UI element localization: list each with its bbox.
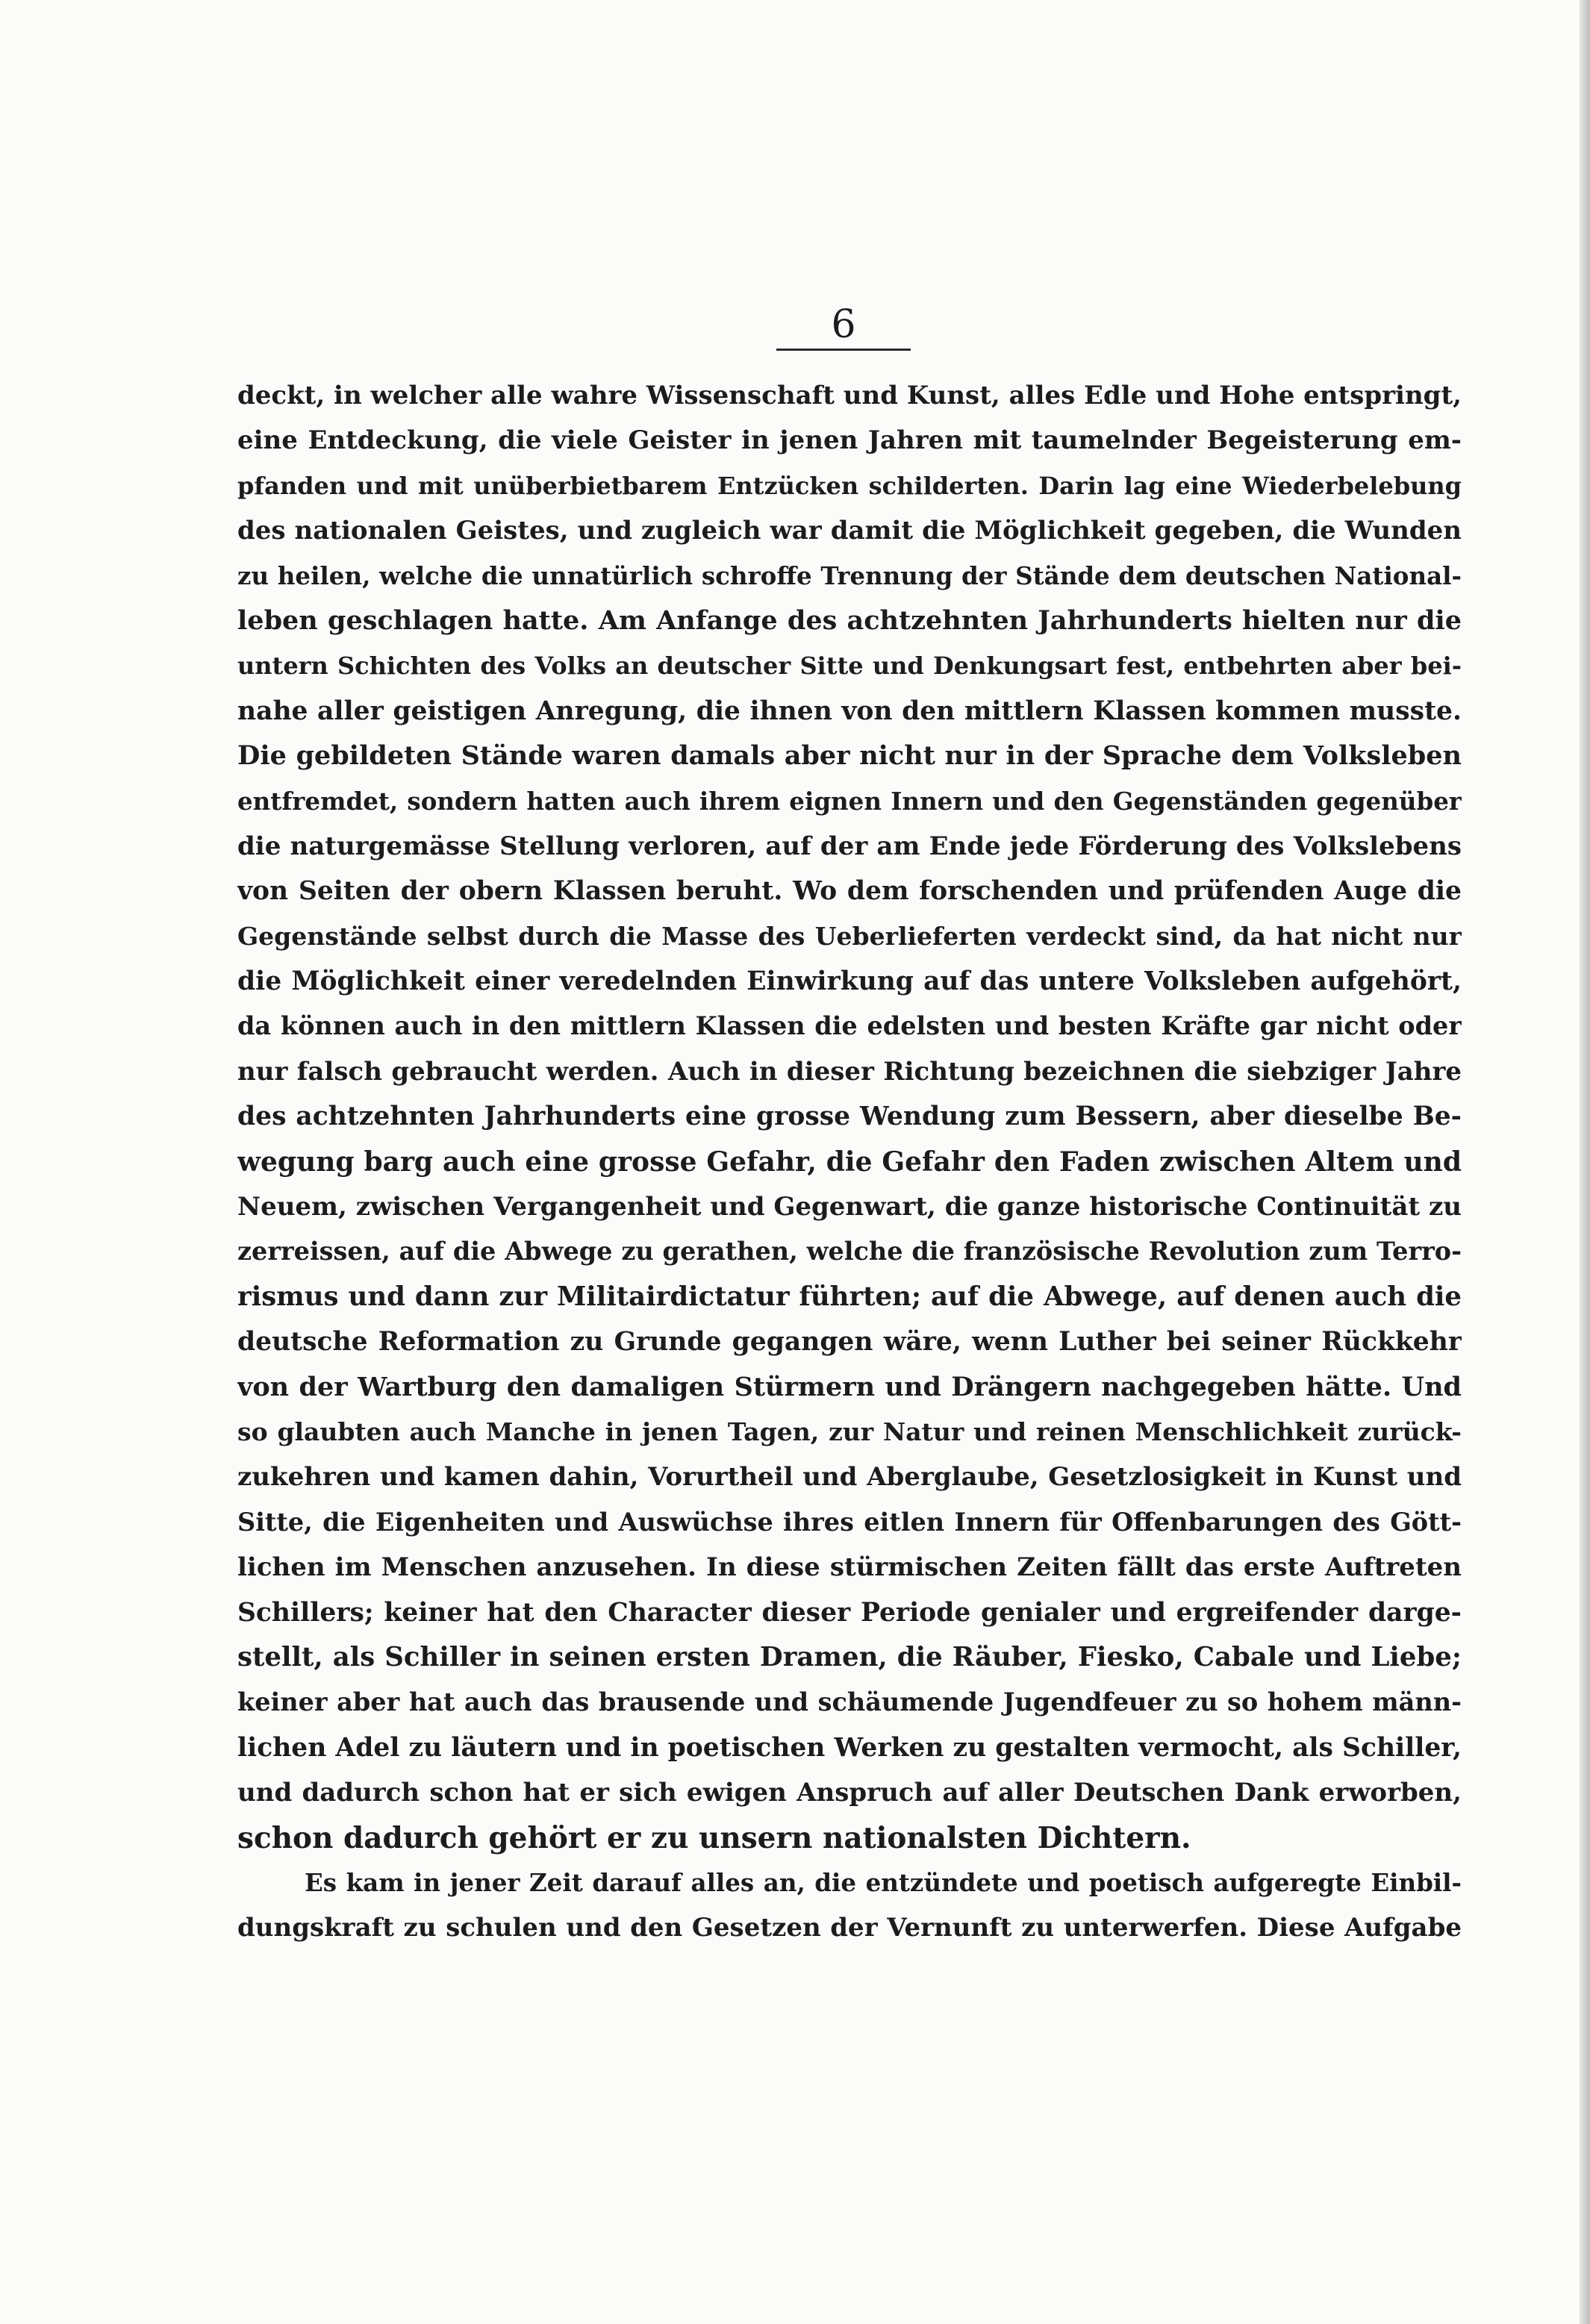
text-line: lichen Adel zu läutern und in poetischen Werken zu gestalten vermocht, als Schiller,: [237, 1732, 1462, 1763]
text-line: nur falsch gebraucht werden. Auch in dieser Richtung bezeichnen die siebziger Jahre: [237, 1056, 1462, 1087]
text-line: so glaubten auch Manche in jenen Tagen, zur Natur und reinen Menschlichkeit zurück-: [237, 1416, 1462, 1446]
text-line: leben geschlagen hatte. Am Anfange des achtzehnten Jahrhunderts hielten nur die: [237, 605, 1462, 636]
text-line: da können auch in den mittlern Klassen die edelsten und besten Kräfte gar nicht oder: [237, 1011, 1462, 1041]
text-line: Die gebildeten Stände waren damals aber nicht nur in der Sprache dem Volksleben: [237, 740, 1462, 772]
text-line: keiner aber hat auch das brausende und schäumende Jugendfeuer zu so hohem männ-: [237, 1687, 1462, 1717]
text-line: des achtzehnten Jahrhunderts eine grosse Wendung zum Bessern, aber dieselbe Be-: [237, 1102, 1462, 1132]
text-line: nahe aller geistigen Anregung, die ihnen von den mittlern Klassen kommen musste.: [237, 696, 1462, 726]
text-line: lichen im Menschen anzusehen. In diese stürmischen Zeiten fällt das erste Auftreten: [237, 1552, 1462, 1583]
text-line: zukehren und kamen dahin, Vorurtheil und Aberglaube, Gesetzlosigkeit in Kunst und: [237, 1462, 1462, 1493]
text-line: deckt, in welcher alle wahre Wissenschaft und Kunst, alles Edle und Hohe entspringt,: [237, 381, 1462, 410]
text-line: pfanden und mit unüberbietbarem Entzücken schilderten. Darin lag eine Wiederbelebung: [237, 471, 1462, 500]
text-line: eine Entdeckung, die viele Geister in jenen Jahren mit taumelnder Begeisterung em-: [237, 425, 1462, 456]
text-line: und dadurch schon hat er sich ewigen Anspruch auf aller Deutschen Dank erworben,: [237, 1778, 1462, 1808]
text-line: deutsche Reformation zu Grunde gegangen wäre, wenn Luther bei seiner Rückkehr: [237, 1327, 1462, 1358]
text-line: zu heilen, welche die unnatürlich schroffe Trennung der Stände dem deutschen National-: [237, 560, 1462, 590]
text-line: entfremdet, sondern hatten auch ihrem eignen Innern und den Gegenständen gegenüber: [237, 786, 1462, 816]
text-line: Gegenstände selbst durch die Masse des Ueberlieferten verdeckt sind, da hat nicht nur: [237, 921, 1462, 951]
page-number: [769, 302, 918, 347]
text-line: rismus und dann zur Militairdictatur führten; auf die Abwege, auf denen auch die: [237, 1281, 1462, 1312]
text-line: dungskraft zu schulen und den Gesetzen der Vernunft zu unterwerfen. Diese Aufgabe: [237, 1913, 1462, 1943]
page-edge-shadow: [1580, 0, 1590, 2324]
text-line: die Möglichkeit einer veredelnden Einwirkung auf das untere Volksleben aufgehört,: [237, 966, 1462, 997]
text-line: von Seiten der obern Klassen beruht. Wo dem forschenden und prüfenden Auge die: [237, 876, 1462, 907]
text-line: stellt, als Schiller in seinen ersten Dramen, die Räuber, Fiesko, Cabale und Liebe;: [237, 1641, 1462, 1672]
text-line: Sitte, die Eigenheiten und Auswüchse ihres eitlen Innern für Offenbarungen des Gött-: [237, 1507, 1462, 1537]
text-line: die naturgemässe Stellung verloren, auf der am Ende jede Förderung des Volkslebens: [237, 831, 1462, 861]
text-line: des nationalen Geistes, und zugleich war damit die Möglichkeit gegeben, die Wunden: [237, 516, 1462, 546]
text-line: zerreissen, auf die Abwege zu gerathen, welche die französische Revolution zum Terro-: [237, 1237, 1462, 1266]
body-text: [237, 373, 1462, 1951]
text-line: Neuem, zwischen Vergangenheit und Gegenwart, die ganze historische Continuität zu: [237, 1192, 1462, 1222]
page-number-rule: [776, 349, 911, 351]
text-line: Schillers; keiner hat den Character dieser Periode genialer und ergreifender darge-: [237, 1597, 1462, 1628]
page-number-text: 6: [831, 302, 856, 347]
text-line: schon dadurch gehört er zu unsern nationalsten Dichtern.: [237, 1820, 1191, 1855]
text-line: Es kam in jener Zeit darauf alles an, die entzündete und poetisch aufgeregte Einbil-: [305, 1867, 1462, 1897]
text-line: untern Schichten des Volks an deutscher Sitte und Denkungsart fest, entbehrten aber bei-: [237, 652, 1462, 681]
text-line: wegung barg auch eine grosse Gefahr, die Gefahr den Faden zwischen Altem und: [237, 1146, 1462, 1178]
text-line: von der Wartburg den damaligen Stürmern und Drängern nachgegeben hätte. Und: [237, 1371, 1462, 1402]
